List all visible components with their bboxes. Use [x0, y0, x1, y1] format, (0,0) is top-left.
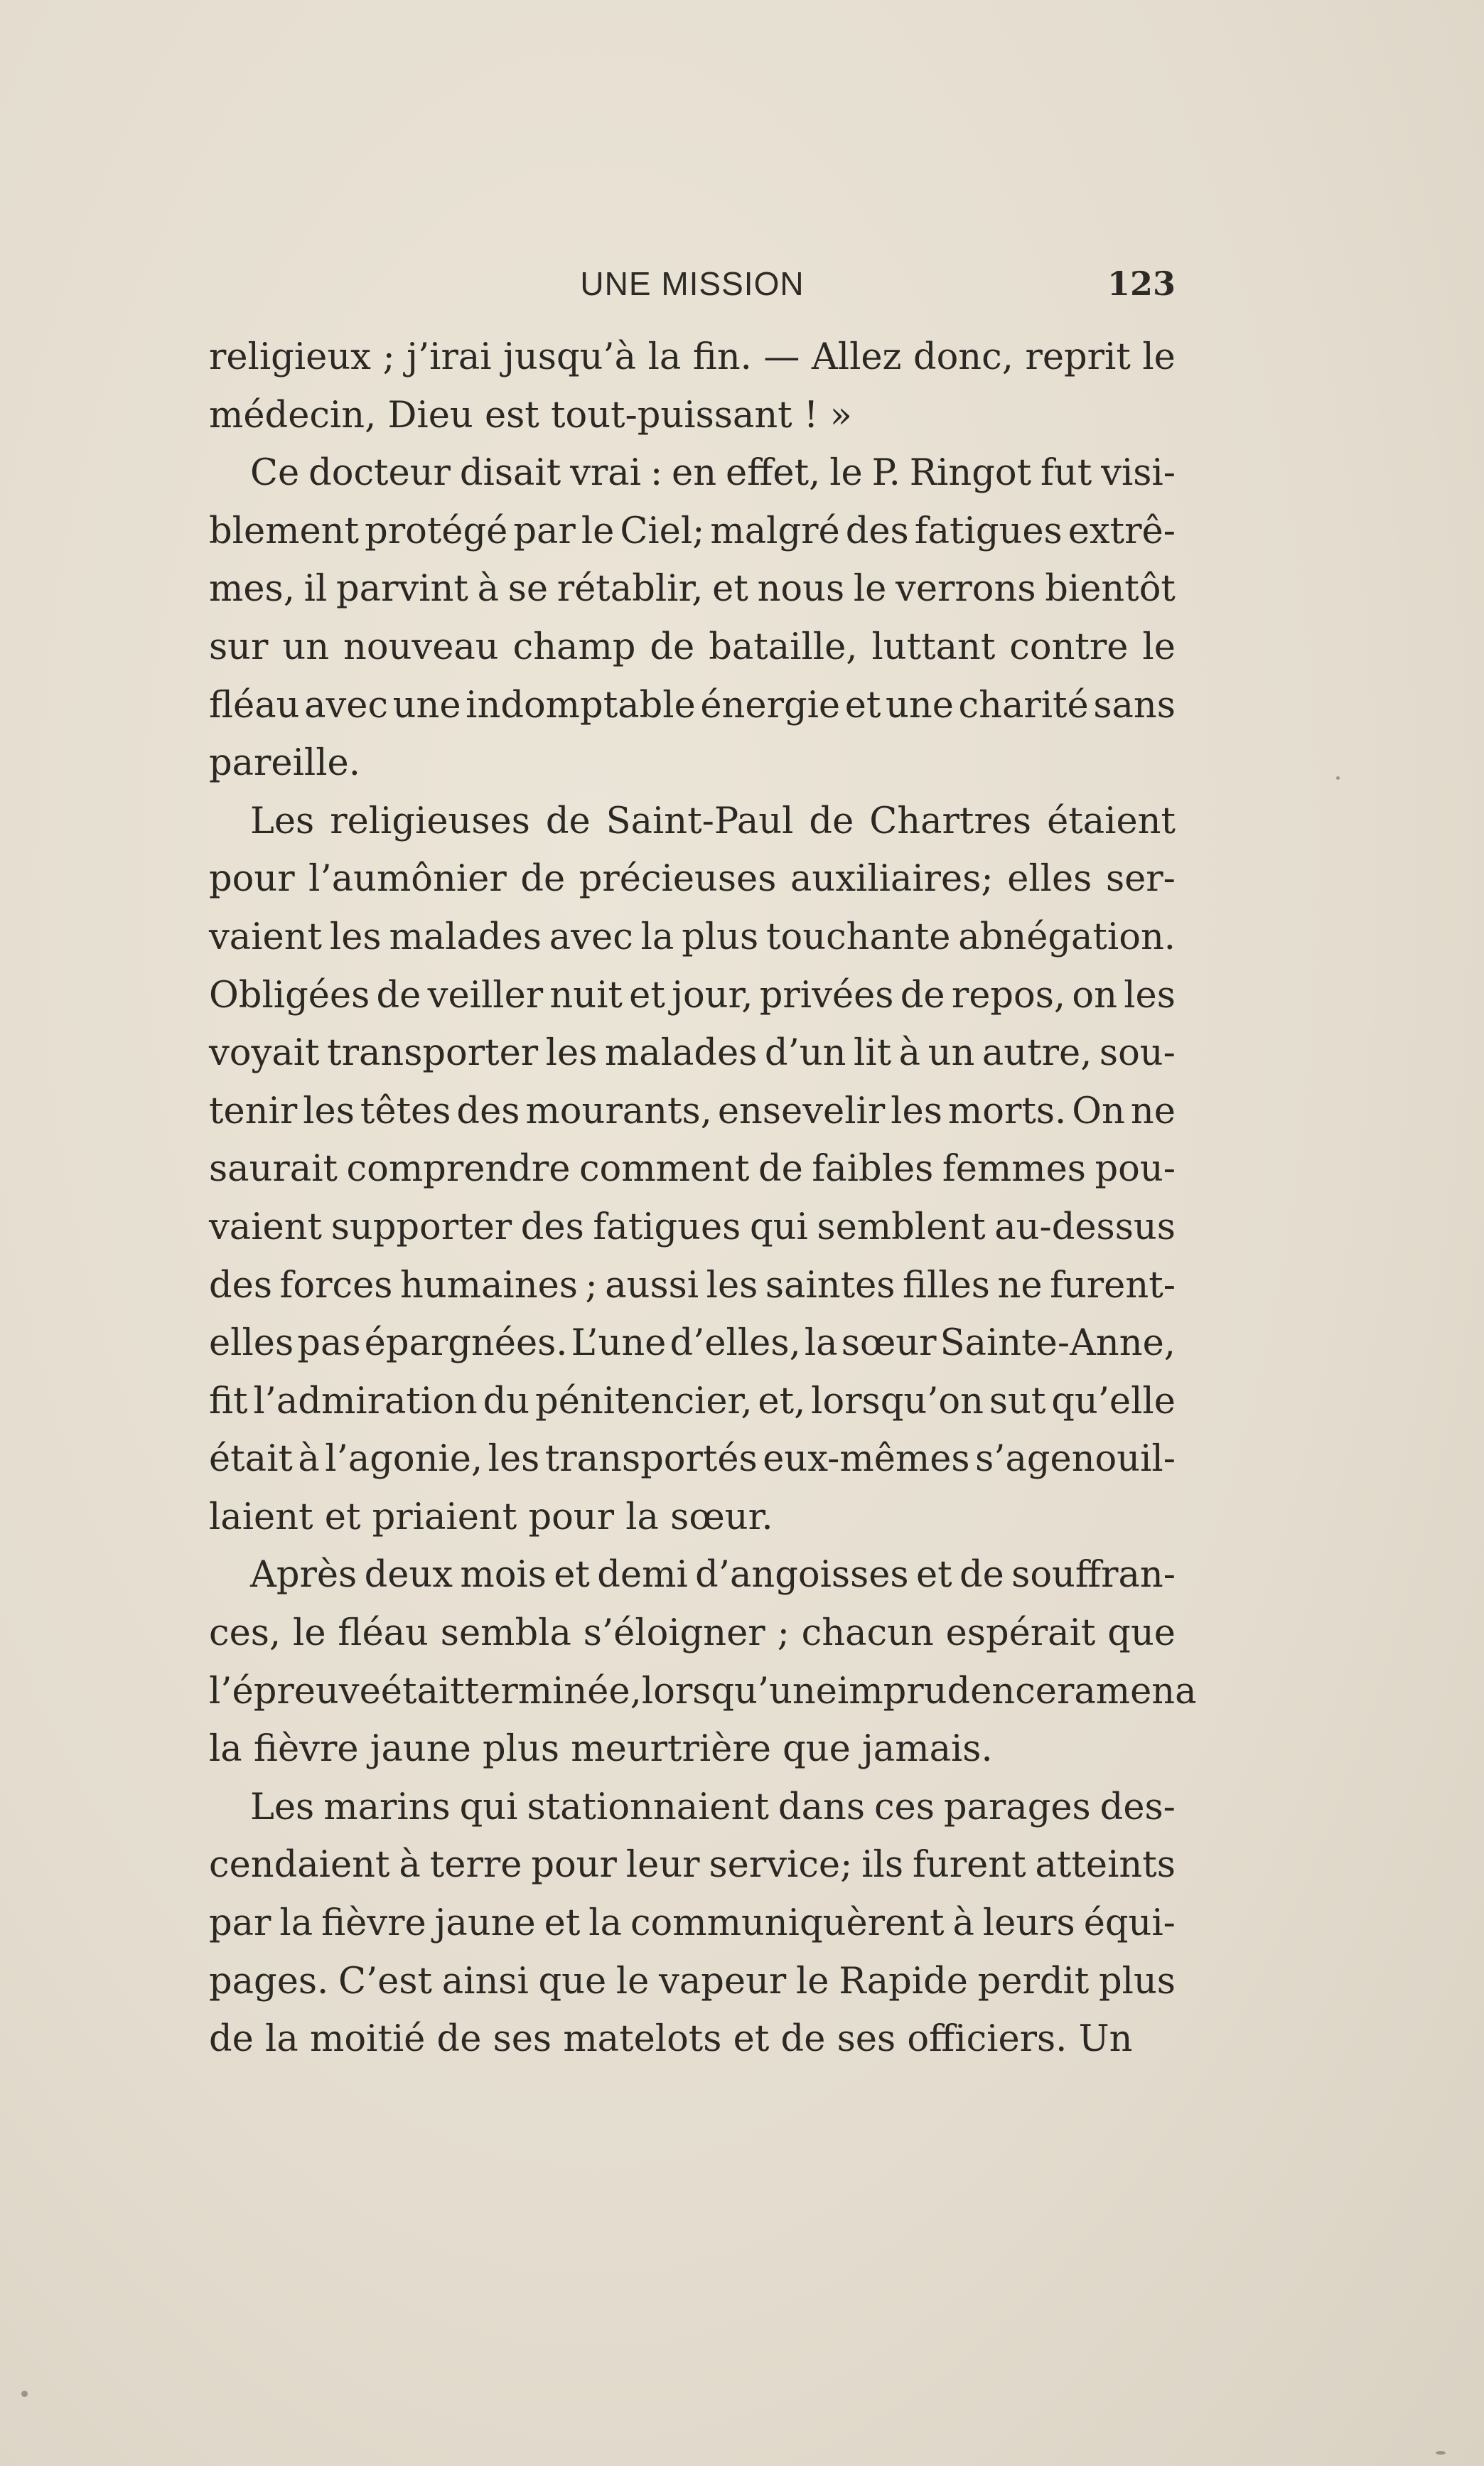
text-line: tenir les têtes des mourants, ensevelir les morts. On ne [209, 1090, 1176, 1132]
text-line: par la fièvre jaune et la communiquèrent à leurs équi- [209, 1902, 1176, 1945]
text-line: des forces humaines ; aussi les saintes filles ne furent- [209, 1264, 1176, 1307]
text-line: Les religieuses de Saint-Paul de Chartres étaient [250, 800, 1176, 842]
text-line: voyait transporter les malades d’un lit à un autre, sou- [209, 1032, 1176, 1075]
text-line: fit l’admiration du pénitencier, et, lorsqu’on sut qu’elle [209, 1380, 1176, 1422]
running-title: UNE MISSION [580, 265, 805, 302]
paragraph [209, 1546, 1197, 1778]
text-line: la fièvre jaune plus meurtrière que jamais. [209, 1728, 993, 1771]
text-line: fléau avec une indomptable énergie et une charité sans [209, 684, 1176, 727]
text-line: Ce docteur disait vrai : en effet, le P. Ringot fut visi- [250, 452, 1176, 495]
paragraph [209, 1779, 1176, 2069]
paper-speck [21, 2391, 28, 2397]
paragraph [209, 793, 1176, 1547]
paper-speck [1436, 2451, 1446, 2455]
text-line: vaient supporter des fatigues qui semblent au-dessus [209, 1206, 1176, 1248]
text-line: Les marins qui stationnaient dans ces parages des- [250, 1786, 1176, 1828]
text-line: vaient les malades avec la plus touchante abnégation. [209, 916, 1176, 958]
text-line: cendaient à terre pour leur service; ils furent atteints [209, 1844, 1176, 1887]
text-line: Après deux mois et demi d’angoisses et de souffran- [250, 1554, 1176, 1597]
text-line: religieux ; j’irai jusqu’à la fin. — Allez donc, reprit le [209, 336, 1176, 378]
text-line: de la moitié de ses matelots et de ses officiers. Un [209, 2018, 1133, 2061]
paper-speck [1336, 776, 1340, 780]
running-head [209, 264, 1176, 314]
text-line: blement protégé par le Ciel; malgré des fatigues extrê- [209, 510, 1176, 552]
page-number: 123 [1107, 264, 1176, 303]
paragraph [209, 444, 1176, 793]
paragraph [209, 328, 1176, 444]
text-line: pour l’aumônier de précieuses auxiliaires; elles ser- [209, 858, 1176, 901]
text-line: était à l’agonie, les transportés eux-mêmes s’agenouil- [209, 1438, 1176, 1481]
text-line: elles pas épargnées. L’une d’elles, la sœur Sainte-Anne, [209, 1322, 1176, 1365]
text-line: l’épreuve était terminée, lorsqu’une imprudence ramena [209, 1670, 1197, 1712]
text-line: pages. C’est ainsi que le vapeur le Rapide perdit plus [209, 1960, 1176, 2003]
text-line: ces, le fléau sembla s’éloigner ; chacun espérait que [209, 1612, 1176, 1655]
text-line: mes, il parvint à se rétablir, et nous le verrons bientôt [209, 568, 1176, 611]
text-line: saurait comprendre comment de faibles femmes pou- [209, 1148, 1176, 1191]
text-line: médecin, Dieu est tout-puissant ! » [209, 394, 852, 436]
text-line: pareille. [209, 742, 360, 785]
text-line: laient et priaient pour la sœur. [209, 1496, 773, 1538]
text-line: Obligées de veiller nuit et jour, privées de repos, on les [209, 974, 1176, 1017]
text-line: sur un nouveau champ de bataille, luttant contre le [209, 626, 1176, 668]
body-text [209, 328, 1197, 2069]
